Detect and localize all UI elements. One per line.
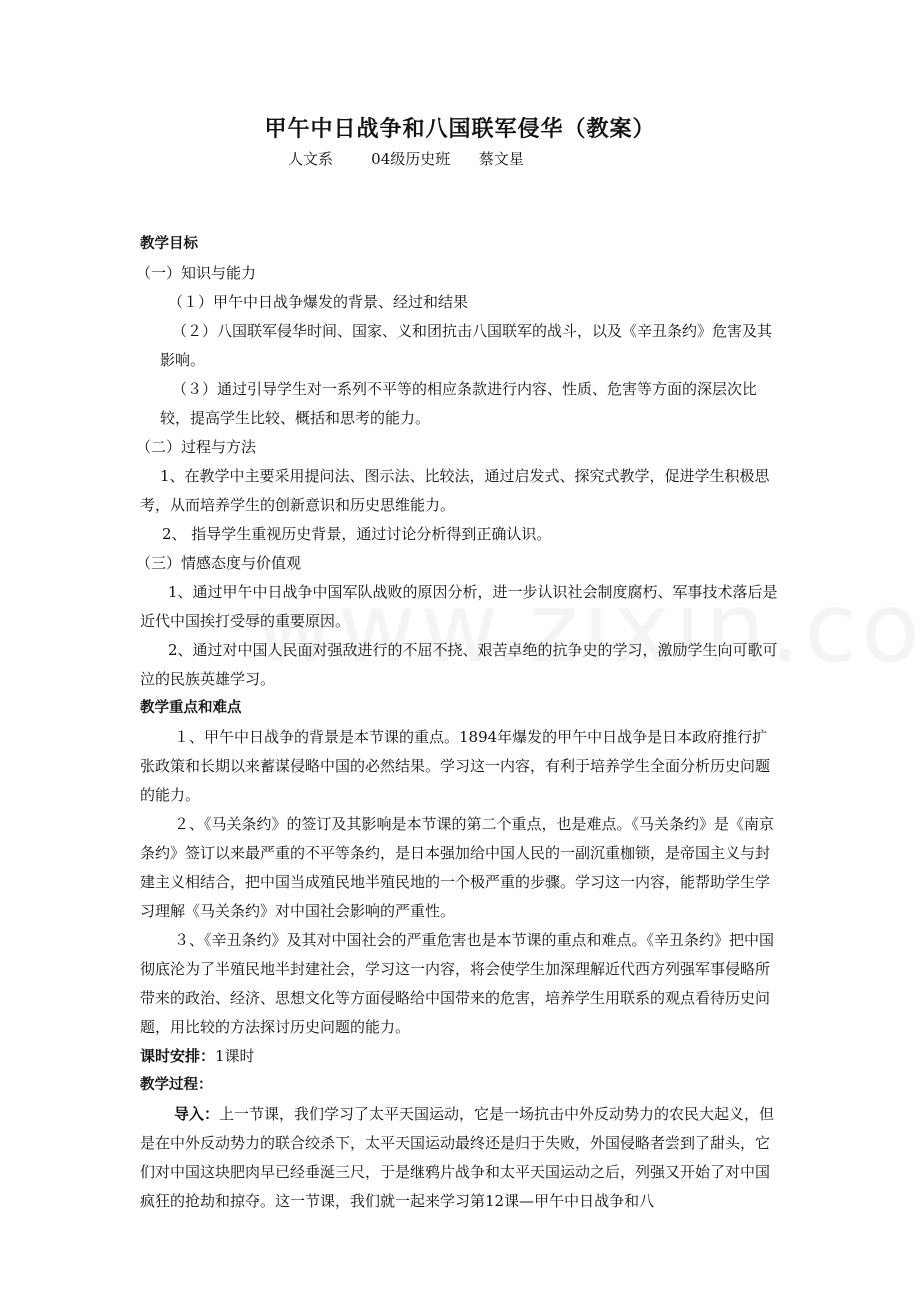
- section-heading-goals: 教学目标: [140, 236, 198, 252]
- intro-text: 上一节课，我们学习了太平天国运动，它是一场抗击中外反动势力的农民大起义，但是在中外反动势力的联合绞杀下，太平天国运动最终还是归于失败，外国侵略者尝到了甜头，它们对中国这块肥肉早已经垂涎三尺，于是继鸦片战争和太平天国运动之后，列强又开始了对中国疯狂的抢劫和掠夺。这一节课，我们就一起来学习第12课—甲午中日战争和八: [140, 1105, 775, 1210]
- goal-item-1: （１）甲午中日战争爆发的背景、经过和结果: [168, 293, 469, 311]
- schedule-label: 课时安排：: [140, 1047, 216, 1065]
- key-point-2: ２、《马关条约》的签订及其影响是本节课的第二个重点，也是难点。《马关条约》是《南京条约》签订以来最严重的不平等条约，是日本强加给中国人民的一副沉重枷锁，是帝国主义与封建主义相结合，把中国当成殖民地半殖民地的一个极严重的步骤。学习这一内容，能帮助学生学习理解《马关条约》对中国社会影响的严重性。: [140, 815, 775, 920]
- key-point-3: ３、《辛丑条约》及其对中国社会的严重危害也是本节课的重点和难点。《辛丑条约》把中国彻底沦为了半殖民地半封建社会，学习这一内容，将会使学生加深理解近代西方列强军事侵略所带来的政治、经济、思想文化等方面侵略给中国带来的危害，培养学生用联系的观点看待历史问题，用比较的方法探讨历史问题的能力。: [140, 931, 775, 1036]
- author-byline: 人文系 04级历史班 蔡文星: [288, 150, 524, 168]
- process-item-1: 1、在教学中主要采用提问法、图示法、比较法，通过启发式、探究式教学，促进学生积极思考，从而培养学生的创新意识和历史思维能力。: [140, 467, 770, 514]
- section-heading-key-points: 教学重点和难点: [140, 700, 242, 716]
- process-item-2: 2、 指导学生重视历史背景，通过讨论分析得到正确认识。: [162, 525, 552, 543]
- goal-item-2: （２）八国联军侵华时间、国家、义和团抗击八国联军的战斗，以及《辛丑条约》危害及其影响。: [160, 322, 773, 369]
- intro-paragraph: [140, 1100, 782, 1216]
- schedule-line: [140, 1042, 782, 1071]
- attitude-item-1: 1、通过甲午中日战争中国军队战败的原因分析，进一步认识社会制度腐朽、军事技术落后是近代中国挨打受辱的重要原因。: [140, 583, 778, 630]
- key-point-1: １、甲午中日战争的背景是本节课的重点。1894年爆发的甲午中日战争是日本政府推行扩张政策和长期以来蓄谋侵略中国的必然结果。学习这一内容，有利于培养学生全面分析历史问题的能力。: [140, 728, 771, 804]
- subheading-knowledge: （一）知识与能力: [136, 264, 257, 282]
- page-title: 甲午中日战争和八国联军侵华（教案）: [264, 117, 656, 142]
- goal-item-3: （３）通过引导学生对一系列不平等的相应条款进行内容、性质、危害等方面的深层次比较，提高学生比较、概括和思考的能力。: [160, 380, 758, 427]
- subheading-attitude: （三）情感态度与价值观: [136, 554, 302, 572]
- document-body: [136, 230, 782, 1216]
- attitude-item-2: 2、通过对中国人民面对强敌进行的不屈不挠、艰苦卓绝的抗争史的学习，激励学生向可歌可泣的民族英雄学习。: [140, 641, 778, 688]
- section-heading-process: 教学过程：: [140, 1077, 213, 1093]
- intro-label: 导入：: [174, 1105, 220, 1123]
- subheading-process: （二）过程与方法: [136, 438, 257, 456]
- schedule-value: 1课时: [215, 1047, 255, 1065]
